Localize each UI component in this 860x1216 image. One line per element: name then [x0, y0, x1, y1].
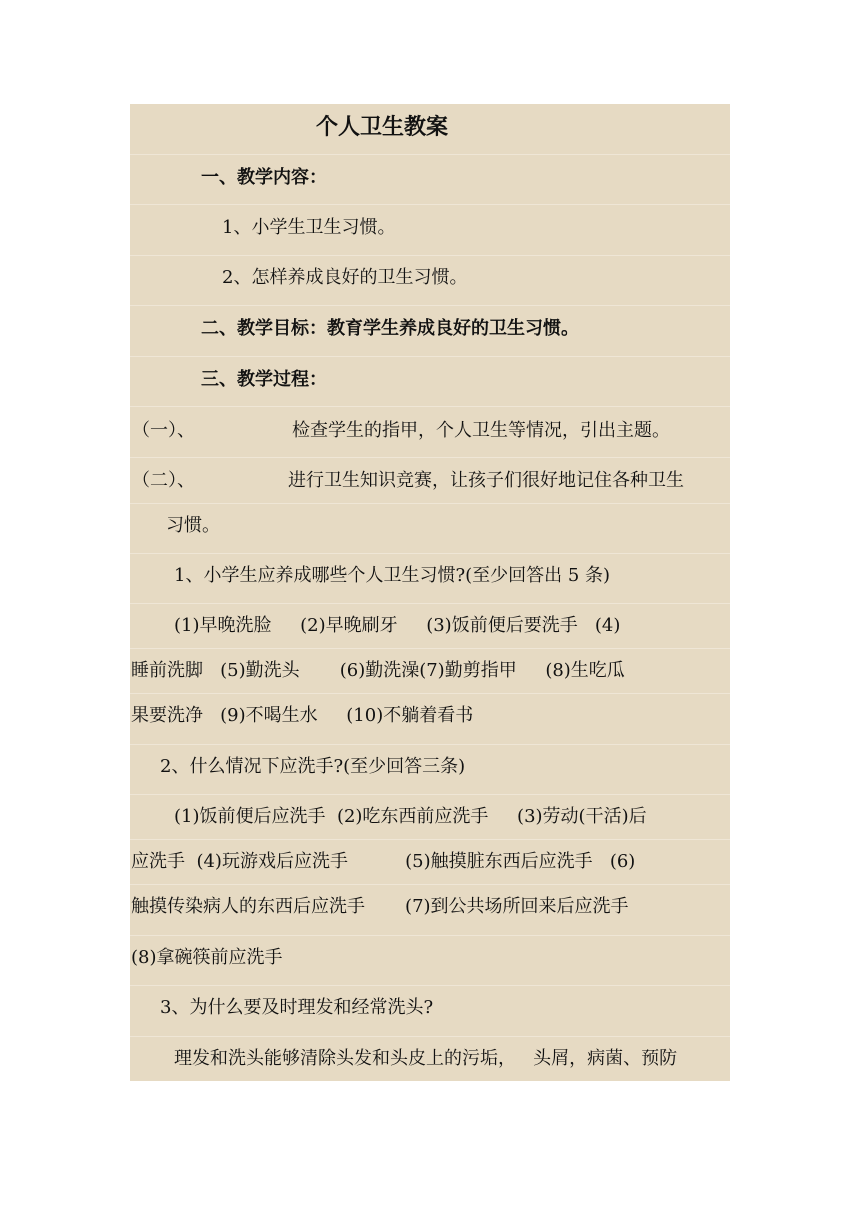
- row-divider: [130, 603, 730, 604]
- section-heading-content: 一、教学内容：: [201, 167, 327, 188]
- content-item-2: 2、怎样养成良好的卫生习惯。: [222, 267, 468, 288]
- row-divider: [130, 744, 730, 745]
- row-divider: [130, 406, 730, 407]
- answer-1-line-1: (1)早晚洗脸 (2)早晚刷牙 (3)饭前便后要洗手 (4): [174, 615, 621, 636]
- row-divider: [130, 305, 730, 306]
- answer-3-line-1: 理发和洗头能够清除头发和头皮上的污垢， 头屑，病菌、预防: [174, 1048, 678, 1069]
- row-divider: [130, 839, 730, 840]
- question-3: 3、为什么要及时理发和经常洗头?: [160, 997, 434, 1018]
- row-divider: [130, 693, 730, 694]
- answer-2-line-2: 应洗手 (4)玩游戏后应洗手 (5)触摸脏东西后应洗手 (6): [131, 851, 636, 872]
- answer-1-line-2: 睡前洗脚 (5)勤洗头 (6)勤洗澡(7)勤剪指甲 (8)生吃瓜: [131, 660, 625, 681]
- answer-2-line-4: (8)拿碗筷前应洗手: [131, 947, 283, 968]
- answer-2-line-1: (1)饭前便后应洗手 (2)吃东西前应洗手 (3)劳动(干活)后: [174, 806, 647, 827]
- row-divider: [130, 204, 730, 205]
- row-divider: [130, 935, 730, 936]
- answer-2-line-3: 触摸传染病人的东西后应洗手 (7)到公共场所回来后应洗手: [131, 896, 629, 917]
- step-2-text: 进行卫生知识竞赛，让孩子们很好地记住各种卫生: [288, 470, 684, 491]
- content-item-1: 1、小学生卫生习惯。: [222, 217, 396, 238]
- section-heading-process: 三、教学过程：: [201, 369, 327, 390]
- row-divider: [130, 985, 730, 986]
- row-divider: [130, 356, 730, 357]
- row-divider: [130, 457, 730, 458]
- row-divider: [130, 154, 730, 155]
- page-title: 个人卫生教案: [316, 115, 449, 140]
- row-divider: [130, 648, 730, 649]
- row-divider: [130, 794, 730, 795]
- answer-1-line-3: 果要洗净 (9)不喝生水 (10)不躺着看书: [131, 705, 474, 726]
- section-heading-goal: 二、教学目标：教育学生养成良好的卫生习惯。: [201, 318, 579, 339]
- question-2: 2、什么情况下应洗手?(至少回答三条): [160, 756, 466, 777]
- step-2-continuation: 习惯。: [166, 515, 220, 536]
- question-1: 1、小学生应养成哪些个人卫生习惯?(至少回答出 5 条): [174, 565, 611, 586]
- step-1-text: 检查学生的指甲，个人卫生等情况，引出主题。: [292, 420, 670, 441]
- row-divider: [130, 884, 730, 885]
- row-divider: [130, 255, 730, 256]
- row-divider: [130, 503, 730, 504]
- row-divider: [130, 1036, 730, 1037]
- step-2-label: （二）、: [132, 470, 195, 491]
- step-1-label: （一）、: [132, 420, 195, 441]
- row-divider: [130, 553, 730, 554]
